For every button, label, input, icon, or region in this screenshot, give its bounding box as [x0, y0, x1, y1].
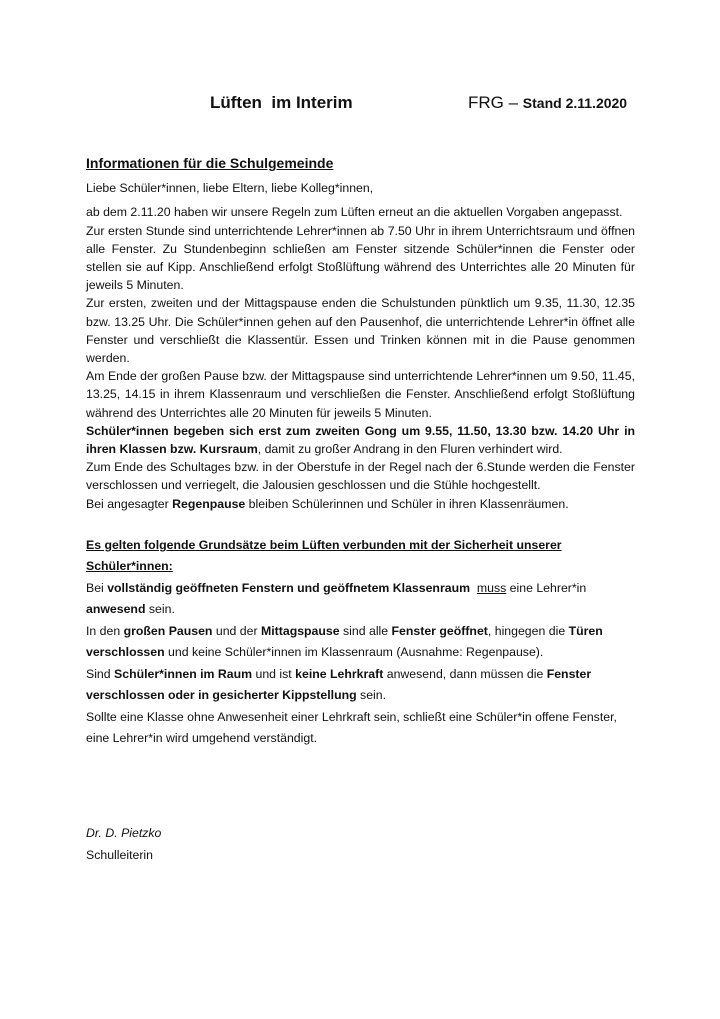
r3-a: Sind	[86, 666, 115, 681]
r2-g: , hingegen die	[487, 623, 569, 638]
rule-2	[86, 621, 635, 664]
r2-e: sind alle	[339, 623, 392, 638]
section2	[86, 535, 635, 750]
stand-date: Stand 2.11.2020	[522, 95, 628, 111]
p7-regenpause: Regenpause	[172, 496, 246, 511]
p7-text-a: Bei angesagter	[86, 496, 173, 511]
rule-4: Sollte eine Klasse ohne Anwesenheit einer Lehrkraft sein, schließt eine Schüler*in offene Fenster, eine Lehrer*in wird umgehend verständigt.	[86, 709, 617, 746]
r3-d: keine Lehrkraft	[295, 666, 384, 681]
r2-i: und keine Schüler*innen im Klassenraum (Ausnahme: Regenpause).	[164, 645, 544, 660]
paragraph-2: Zur ersten Stunde sind unterrichtende Lehrer*innen ab 7.50 Uhr in ihrem Unterrichtsraum und öffnen alle Fenster. Zu Stundenbeginn schließen am Fenster sitzende Schüler*innen die Fenster oder stellen sie auf Kipp. Anschließend erfolgt Stoßlüftung während des Unterrichtes alle 20 Minuten für jeweils 5 Minuten.	[86, 223, 635, 293]
paragraph-6: Zum Ende des Schultages bzw. in der Oberstufe in der Regel nach der 6.Stunde werden die Fenster verschlossen und verriegelt, die Jalousien geschlossen und die Stühle hochgestellt.	[86, 460, 635, 493]
document-subtitle	[468, 93, 627, 113]
r3-f: Fenster verschlossen oder in gesicherter Kippstellung	[86, 666, 592, 703]
rule-1	[86, 578, 635, 621]
paragraph-5-bold: Schüler*innen begeben sich erst zum zweiten Gong um 9.55, 11.50, 13.30 bzw. 14.20 Uhr in ihren Klassen bzw. Kursraum	[86, 423, 635, 457]
r1-b: vollständig geöffneten Fenstern und geöffnetem Klassenraum	[107, 580, 471, 595]
r1-a: Bei	[86, 580, 108, 595]
document-body	[86, 154, 635, 750]
document-title: Lüften im Interim	[210, 93, 353, 112]
paragraph-7	[86, 495, 635, 513]
org-label: FRG –	[468, 93, 519, 112]
r1-e: anwesend	[86, 602, 146, 617]
p7-text-c: bleiben Schülerinnen und Schüler in ihren Klassenräumen.	[245, 496, 569, 511]
paragraph-4: Am Ende der großen Pause bzw. der Mittagspause sind unterrichtende Lehrer*innen um 9.50, 11.45, 13.25, 14.15 in ihrem Klassenraum und verschließen die Fenster. Anschließend erfolgt Stoßlüftung während des Unterrichtes alle 20 Minuten für jeweils 5 Minuten.	[86, 369, 635, 420]
paragraph-5-rest: , damit zu großer Andrang in den Fluren verhindert wird.	[257, 442, 563, 457]
r2-a: In den	[86, 623, 124, 638]
r3-e: anwesend, dann müssen die	[383, 666, 547, 681]
section2-heading: Es gelten folgende Grundsätze beim Lüften verbunden mit der Sicherheit unserer Schüler*innen:	[86, 537, 562, 574]
r3-g: sein.	[356, 688, 387, 703]
signature-name: Dr. D. Pietzko	[86, 826, 162, 840]
rule-3	[86, 664, 635, 707]
r1-d: eine Lehrer*in	[506, 580, 590, 595]
r2-d: Mittagspause	[261, 623, 340, 638]
paragraph-1: ab dem 2.11.20 haben wir unsere Regeln zum Lüften erneut an die aktuellen Vorgaben angepasst.	[86, 205, 623, 220]
r3-b: Schüler*innen im Raum	[114, 666, 253, 681]
r1-muss: muss	[476, 580, 507, 595]
paragraph-5	[86, 422, 635, 458]
r2-b: großen Pausen	[123, 623, 213, 638]
paragraph-3: Zur ersten, zweiten und der Mittagspause enden die Schulstunden pünktlich um 9.35, 11.30, 12.35 bzw. 13.25 Uhr. Die Schüler*innen gehen auf den Pausenhof, die unterrichtende Lehrer*in öffnet alle Fenster und verschließt die Klassentür. Essen und Trinken können mit in die Pause genommen werden.	[86, 296, 635, 366]
r2-h: Türen verschlossen	[86, 623, 603, 660]
r3-c: und ist	[252, 666, 296, 681]
r2-f: Fenster geöffnet	[391, 623, 488, 638]
greeting: Liebe Schüler*innen, liebe Eltern, liebe Kolleg*innen,	[86, 181, 374, 196]
signature-block	[86, 822, 161, 866]
section1-heading: Informationen für die Schulgemeinde	[86, 155, 334, 171]
r2-c: und der	[212, 623, 261, 638]
signature-role: Schulleiterin	[86, 848, 153, 862]
r1-f: sein.	[145, 602, 175, 617]
